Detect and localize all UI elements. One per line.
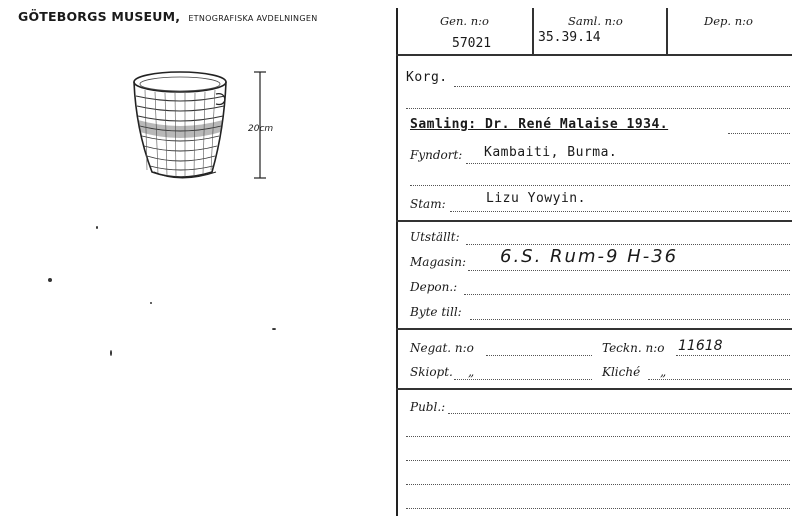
dep-no-label: Dep. n:o (704, 14, 753, 28)
dotted-line (406, 508, 790, 509)
basket-sketch (120, 60, 300, 190)
dotted-line (470, 319, 790, 320)
card-left-border (396, 8, 398, 516)
dotted-line (486, 355, 592, 356)
kliche-label: Kliché (602, 365, 641, 379)
ink-speck (272, 328, 276, 330)
department-name: ETNOGRAFISKA AVDELNINGEN (188, 14, 318, 23)
skiopt-ditto: „ (468, 365, 475, 379)
saml-no-label: Saml. n:o (568, 14, 623, 28)
dotted-line (406, 108, 790, 109)
dotted-line (406, 436, 790, 437)
dotted-line (406, 484, 790, 485)
dotted-line (676, 355, 790, 356)
header-divider (532, 8, 534, 54)
catalogue-card (396, 8, 796, 516)
utstallt-label: Utställt: (410, 230, 460, 244)
dotted-line (410, 185, 790, 186)
section-divider (396, 220, 792, 222)
header-bottom-line (396, 54, 792, 56)
negat-label: Negat. n:o (410, 341, 474, 355)
dotted-line (450, 211, 790, 212)
ink-speck (96, 226, 98, 229)
section-divider (396, 328, 792, 330)
ink-speck (110, 350, 112, 356)
header-divider (666, 8, 668, 54)
kliche-ditto: „ (660, 365, 667, 379)
dotted-line (464, 294, 790, 295)
dotted-line (448, 413, 790, 414)
dotted-line (454, 379, 592, 380)
stam-value: Lizu Yowyin. (486, 191, 586, 206)
dotted-line (648, 379, 790, 380)
ink-speck (150, 302, 152, 304)
magasin-label: Magasin: (410, 255, 467, 269)
museum-header (18, 6, 317, 25)
ink-speck (48, 278, 52, 282)
stam-label: Stam: (410, 197, 446, 211)
saml-no-value: 35.39.14 (538, 30, 601, 45)
gen-no-value: 57021 (452, 36, 492, 51)
publ-label: Publ.: (410, 400, 446, 414)
teckn-value: 11618 (678, 338, 723, 354)
fyndort-label: Fyndort: (410, 148, 463, 162)
skiopt-label: Skiopt. (410, 365, 453, 379)
dotted-line (406, 460, 790, 461)
museum-name: GÖTEBORGS MUSEUM, (18, 9, 181, 24)
samling-text: Samling: Dr. René Malaise 1934. (410, 117, 669, 132)
byte-till-label: Byte till: (410, 305, 462, 319)
dotted-line (466, 244, 790, 245)
dotted-line (468, 270, 790, 271)
magasin-value: 6.S. Rum-9 H-36 (500, 246, 679, 267)
measurement-label: 20cm (248, 124, 274, 134)
object-name: Korg. (406, 70, 448, 85)
teckn-label: Teckn. n:o (602, 341, 665, 355)
gen-no-label: Gen. n:o (440, 14, 489, 28)
dotted-line (454, 86, 790, 87)
fyndort-value: Kambaiti, Burma. (484, 145, 618, 160)
section-divider (396, 388, 792, 390)
dotted-line (728, 133, 790, 134)
depon-label: Depon.: (410, 280, 458, 294)
dotted-line (466, 163, 790, 164)
